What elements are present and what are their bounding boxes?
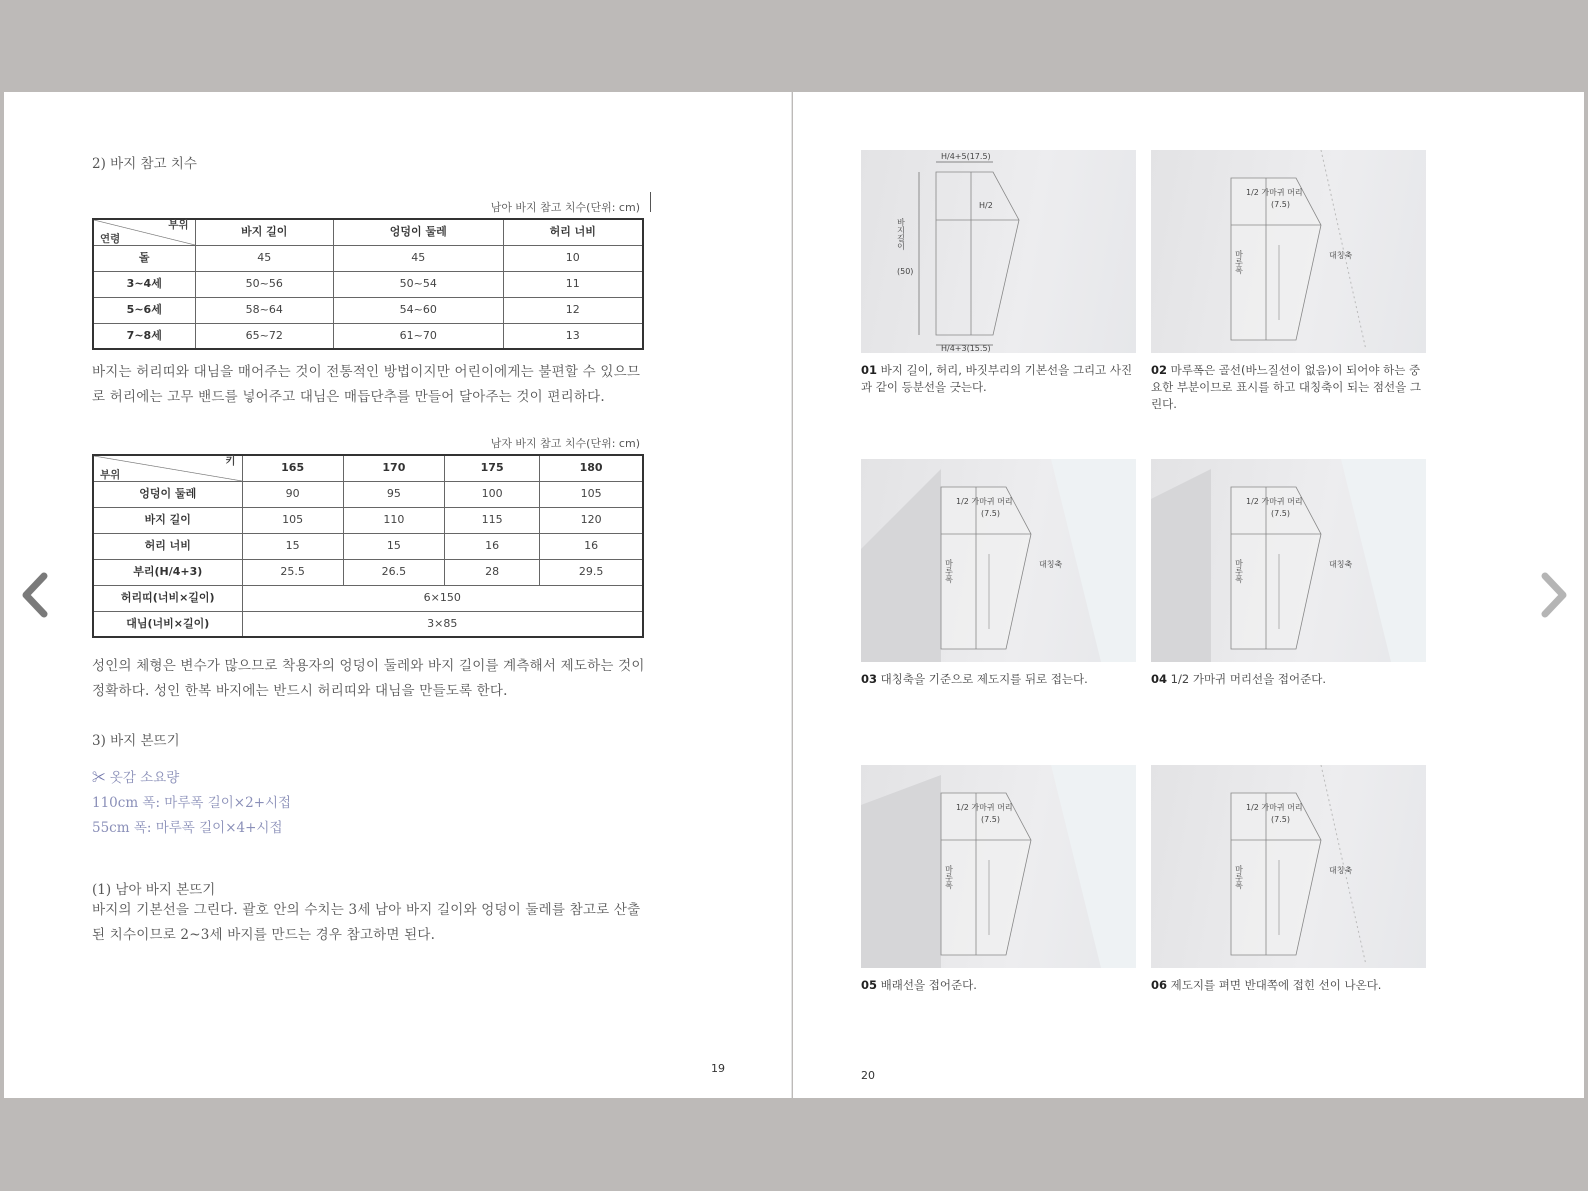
row-header: 허리 너비	[93, 533, 242, 559]
column-header: 바지 길이	[195, 219, 333, 245]
table-cell: 50~56	[195, 271, 333, 297]
paragraph: 바지의 기본선을 그린다. 괄호 안의 수치는 3세 남아 바지 길이와 엉덩이 둘레를 참고로 산출된 치수이므로 2~3세 바지를 만드는 경우 참고하면 된다.	[92, 902, 641, 943]
diagram-label: 대칭축	[1329, 251, 1353, 260]
section-title: 2) 바지 참고 치수	[92, 156, 197, 172]
step-caption	[1151, 977, 1426, 994]
step-caption	[861, 671, 1136, 688]
table-cell: 29.5	[540, 559, 643, 585]
diagram-label: (7.5)	[1271, 815, 1290, 824]
diagram-label: H/2	[979, 201, 993, 210]
table-cell: 15	[242, 533, 343, 559]
diagram-label: H/4+3(15.5)	[941, 344, 991, 353]
table-row	[93, 245, 643, 271]
table-cell: 16	[540, 533, 643, 559]
paragraph: 바지는 허리띠와 대님을 매어주는 것이 전통적인 방법이지만 어린이에게는 불편할 수 있으므로 허리에는 고무 밴드를 넣어주고 대님은 매듭단추를 만들어 달아주는 것이 편리하다.	[92, 364, 641, 405]
column-header: 175	[445, 455, 540, 481]
diagram-label: (7.5)	[1271, 509, 1290, 518]
table-cell: 90	[242, 481, 343, 507]
step-text: 바지 길이, 허리, 바짓부리의 기본선을 그리고 사진과 같이 등분선을 긋는다.	[861, 363, 1133, 394]
text-cursor	[650, 192, 651, 212]
table-row	[93, 585, 643, 611]
step-text: 배래선을 접어준다.	[880, 978, 977, 992]
step-photo	[1151, 150, 1426, 353]
table-cell: 12	[503, 297, 643, 323]
step-photo	[861, 150, 1136, 353]
diagram-label: 마루폭	[1234, 865, 1244, 889]
row-header: 3~4세	[93, 271, 195, 297]
subsection-title: (1) 남아 바지 본뜨기	[92, 882, 216, 898]
table-cell: 16	[445, 533, 540, 559]
table-row	[93, 559, 643, 585]
table-cell: 11	[503, 271, 643, 297]
diagram-label: 마루폭	[1234, 250, 1244, 274]
step-photo	[861, 459, 1136, 662]
page-number: 19	[711, 1062, 725, 1075]
step-text: 1/2 가마귀 머리선을 접어준다.	[1170, 672, 1326, 686]
table-cell: 3×85	[242, 611, 643, 637]
step-number: 03	[861, 672, 878, 686]
table-cell: 105	[540, 481, 643, 507]
row-header: 엉덩이 둘레	[93, 481, 242, 507]
row-header: 돌	[93, 245, 195, 271]
column-header: 165	[242, 455, 343, 481]
table-cell: 105	[242, 507, 343, 533]
diagram-label: 대칭축	[1329, 560, 1353, 569]
table-cell: 61~70	[333, 323, 503, 349]
previous-page-arrow[interactable]	[16, 570, 56, 620]
table-cell: 110	[343, 507, 444, 533]
diagram-label: 1/2 가마귀 머리	[1246, 803, 1303, 812]
step-number: 02	[1151, 363, 1168, 377]
step-photo	[1151, 765, 1426, 968]
column-header: 180	[540, 455, 643, 481]
table-cell: 13	[503, 323, 643, 349]
paragraph: 성인의 체형은 변수가 많으므로 착용자의 엉덩이 둘레와 바지 길이를 계측해서 제도하는 것이 정확하다. 성인 한복 바지에는 반드시 허리띠와 대님을 만들도록 한다.	[92, 658, 645, 699]
fabric-title: 옷감 소요량	[109, 770, 180, 786]
step-photo	[1151, 459, 1426, 662]
page-number: 20	[861, 1069, 875, 1082]
diagram-label: (7.5)	[981, 815, 1000, 824]
diagram-label: 마루폭	[944, 559, 954, 583]
row-header: 바지 길이	[93, 507, 242, 533]
table-cell: 50~54	[333, 271, 503, 297]
table-cell: 100	[445, 481, 540, 507]
diagram-label: 1/2 가마귀 머리	[1246, 188, 1303, 197]
row-header: 대님(너비×길이)	[93, 611, 242, 637]
table-cell: 6×150	[242, 585, 643, 611]
diagram-label: 마루폭	[944, 865, 954, 889]
step-caption	[1151, 671, 1426, 688]
step-number: 06	[1151, 978, 1168, 992]
column-header: 엉덩이 둘레	[333, 219, 503, 245]
table-cell: 58~64	[195, 297, 333, 323]
column-header: 170	[343, 455, 444, 481]
table-cell: 25.5	[242, 559, 343, 585]
table-row	[93, 533, 643, 559]
section-title: 3) 바지 본뜨기	[92, 733, 180, 749]
table-caption: 남자 바지 참고 치수(단위: cm)	[490, 437, 640, 450]
table-row	[93, 507, 643, 533]
step-text: 마루폭은 골선(바느질선이 없음)이 되어야 하는 중요한 부분이므로 표시를 하고 대칭축이 되는 점선을 그린다.	[1151, 363, 1421, 411]
row-header: 7~8세	[93, 323, 195, 349]
diagram-label: 대칭축	[1039, 560, 1063, 569]
table-cell: 26.5	[343, 559, 444, 585]
diagram-label: H/4+5(17.5)	[941, 152, 991, 161]
table-cell: 95	[343, 481, 444, 507]
table-cell: 45	[333, 245, 503, 271]
table-cell: 15	[343, 533, 444, 559]
table-row	[93, 481, 643, 507]
scissors-icon: ✂	[92, 770, 106, 786]
diagram-label: 마루폭	[1234, 559, 1244, 583]
step-caption	[861, 362, 1136, 396]
diagram-label: (50)	[897, 267, 914, 276]
table-cell: 45	[195, 245, 333, 271]
row-header: 허리띠(너비×길이)	[93, 585, 242, 611]
row-header: 5~6세	[93, 297, 195, 323]
fabric-line: 55cm 폭: 마루폭 길이×4+시접	[92, 820, 283, 836]
table-row	[93, 271, 643, 297]
mens-pants-size-table	[92, 454, 644, 638]
table-cell: 10	[503, 245, 643, 271]
table-row	[93, 297, 643, 323]
step-number: 04	[1151, 672, 1168, 686]
table-cell: 120	[540, 507, 643, 533]
next-page-arrow[interactable]	[1533, 570, 1573, 620]
diagram-label: 1/2 가마귀 머리	[956, 803, 1013, 812]
table-row	[93, 611, 643, 637]
step-text: 제도지를 펴면 반대쪽에 접힌 선이 나온다.	[1170, 978, 1382, 992]
step-photo	[861, 765, 1136, 968]
diagram-label: 대칭축	[1329, 866, 1353, 875]
table-corner: 키 부위	[93, 455, 242, 481]
diagram-label: (7.5)	[1271, 200, 1290, 209]
diagram-label: 1/2 가마귀 머리	[1246, 497, 1303, 506]
table-cell: 115	[445, 507, 540, 533]
diagram-label: 1/2 가마귀 머리	[956, 497, 1013, 506]
step-text: 대칭축을 기준으로 제도지를 뒤로 접는다.	[880, 672, 1088, 686]
step-caption	[1151, 362, 1426, 413]
table-cell: 28	[445, 559, 540, 585]
table-cell: 54~60	[333, 297, 503, 323]
boys-pants-size-table	[92, 218, 644, 350]
table-row	[93, 323, 643, 349]
step-caption	[861, 977, 1136, 994]
step-number: 05	[861, 978, 878, 992]
diagram-label: 바지길이	[896, 218, 906, 250]
table-caption: 남아 바지 참고 치수(단위: cm)	[490, 201, 640, 214]
step-number: 01	[861, 363, 878, 377]
fabric-requirements	[92, 766, 291, 841]
row-header: 부리(H/4+3)	[93, 559, 242, 585]
diagram-label: (7.5)	[981, 509, 1000, 518]
right-page	[793, 92, 1584, 1098]
column-header: 허리 너비	[503, 219, 643, 245]
table-corner: 부위 연령	[93, 219, 195, 245]
table-cell: 65~72	[195, 323, 333, 349]
left-page	[4, 92, 792, 1098]
fabric-line: 110cm 폭: 마루폭 길이×2+시접	[92, 795, 292, 811]
